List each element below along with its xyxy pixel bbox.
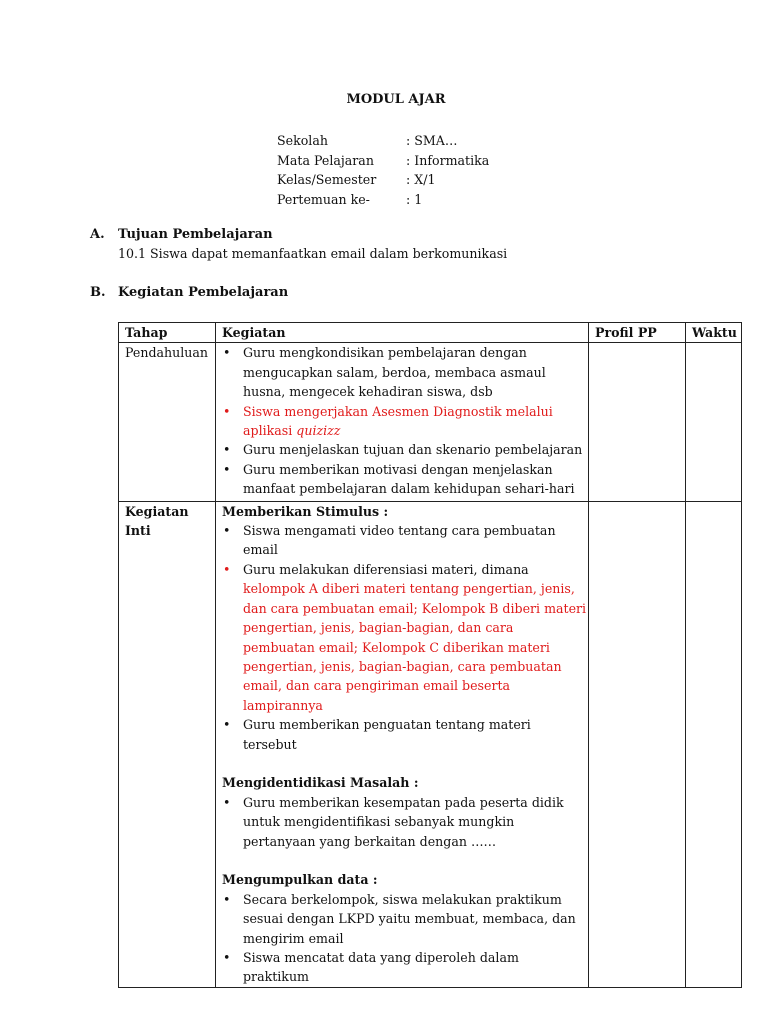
profil-cell — [589, 343, 686, 501]
info-label: Pertemuan ke- — [277, 191, 370, 207]
activity-cell — [216, 501, 589, 987]
subheading-masalah: Mengidentidikasi Masalah : — [222, 775, 419, 791]
waktu-cell — [686, 343, 742, 501]
list-item: • Guru mengkondisikan pembelajaran dengan mengucapkan salam, berdoa, membaca asmaul husna, mengecek kehadiran siswa, dsb — [222, 343, 588, 401]
masalah-list — [222, 793, 588, 851]
table-header-row — [119, 323, 742, 343]
list-item: • Guru memberikan kesempatan pada peserta didik untuk mengidentifikasi sebanyak mungkin pertanyaan yang berkaitan dengan …… — [222, 793, 588, 851]
info-value: : X/1 — [406, 172, 436, 187]
list-item: • Secara berkelompok, siswa melakukan praktikum sesuai dengan LKPD yaitu membuat, membaca, dan mengirim email — [222, 890, 588, 948]
section-a-heading — [90, 227, 273, 242]
info-value: : 1 — [406, 191, 423, 207]
data-list — [222, 890, 588, 987]
list-item-differentiation — [222, 560, 588, 715]
stimulus-list — [222, 521, 588, 754]
header-kegiatan: Kegiatan — [216, 323, 589, 343]
info-row-sekolah — [277, 131, 489, 151]
info-row-pertemuan — [277, 190, 489, 210]
info-row-kelas — [277, 170, 489, 190]
table-row-pendahuluan — [119, 343, 742, 501]
spacer — [222, 754, 588, 773]
list-item-text: Siswa mengerjakan Asesmen Diagnostik melalui aplikasi — [243, 403, 553, 439]
identity-block — [277, 131, 489, 209]
header-profil: Profil PP — [589, 323, 686, 343]
section-title: Kegiatan Pembelajaran — [118, 285, 289, 300]
stage-cell: Kegiatan Inti — [119, 501, 216, 987]
list-item: • Siswa mengamati video tentang cara pembuatan email — [222, 521, 588, 560]
spacer — [222, 851, 588, 870]
section-letter: A. — [90, 227, 105, 242]
table-row-inti — [119, 501, 742, 987]
info-label: Kelas/Semester — [277, 172, 377, 187]
section-b-heading — [90, 285, 288, 300]
list-item-highlight — [222, 402, 588, 441]
info-label: Mata Pelajaran — [277, 152, 374, 168]
app-name: quizizz — [296, 423, 341, 439]
activity-list — [222, 343, 588, 498]
subheading-data: Mengumpulkan data : — [222, 872, 378, 888]
info-row-mapel — [277, 151, 489, 171]
activity-table — [118, 322, 742, 988]
info-value: : Informatika — [406, 152, 490, 168]
list-item-text: Guru melakukan diferensiasi materi, dimana — [243, 561, 529, 577]
stage-cell: Pendahuluan — [119, 343, 216, 501]
section-letter: B. — [90, 285, 106, 300]
document-title: MODUL AJAR — [346, 92, 446, 107]
list-item: • Guru menjelaskan tujuan dan skenario pembelajaran — [222, 440, 588, 459]
activity-cell — [216, 343, 589, 501]
waktu-cell — [686, 501, 742, 987]
list-item-highlight-text: kelompok A diberi materi tentang pengertian, jenis, dan cara pembuatan email; Kelompok B diberi materi pengertian, jenis, bagian-bagian, dan cara pembuatan email; Kelompok C diberikan materi pengertian, jenis, bagian-bagian, cara pembuatan email, dan cara pengiriman email beserta lampirannya — [243, 581, 587, 713]
learning-objective-text: 10.1 Siswa dapat memanfaatkan email dalam berkomunikasi — [118, 246, 508, 261]
list-item: • Siswa mencatat data yang diperoleh dalam praktikum — [222, 948, 588, 987]
list-item: • Guru memberikan penguatan tentang materi tersebut — [222, 715, 588, 754]
list-item: • Guru memberikan motivasi dengan menjelaskan manfaat pembelajaran dalam kehidupan sehari-hari — [222, 460, 588, 499]
section-title: Tujuan Pembelajaran — [118, 227, 273, 242]
header-tahap: Tahap — [119, 323, 216, 343]
profil-cell — [589, 501, 686, 987]
info-value: : SMA… — [406, 133, 458, 148]
subheading-stimulus: Memberikan Stimulus : — [222, 503, 389, 519]
info-label: Sekolah — [277, 133, 328, 148]
header-waktu: Waktu — [686, 323, 742, 343]
